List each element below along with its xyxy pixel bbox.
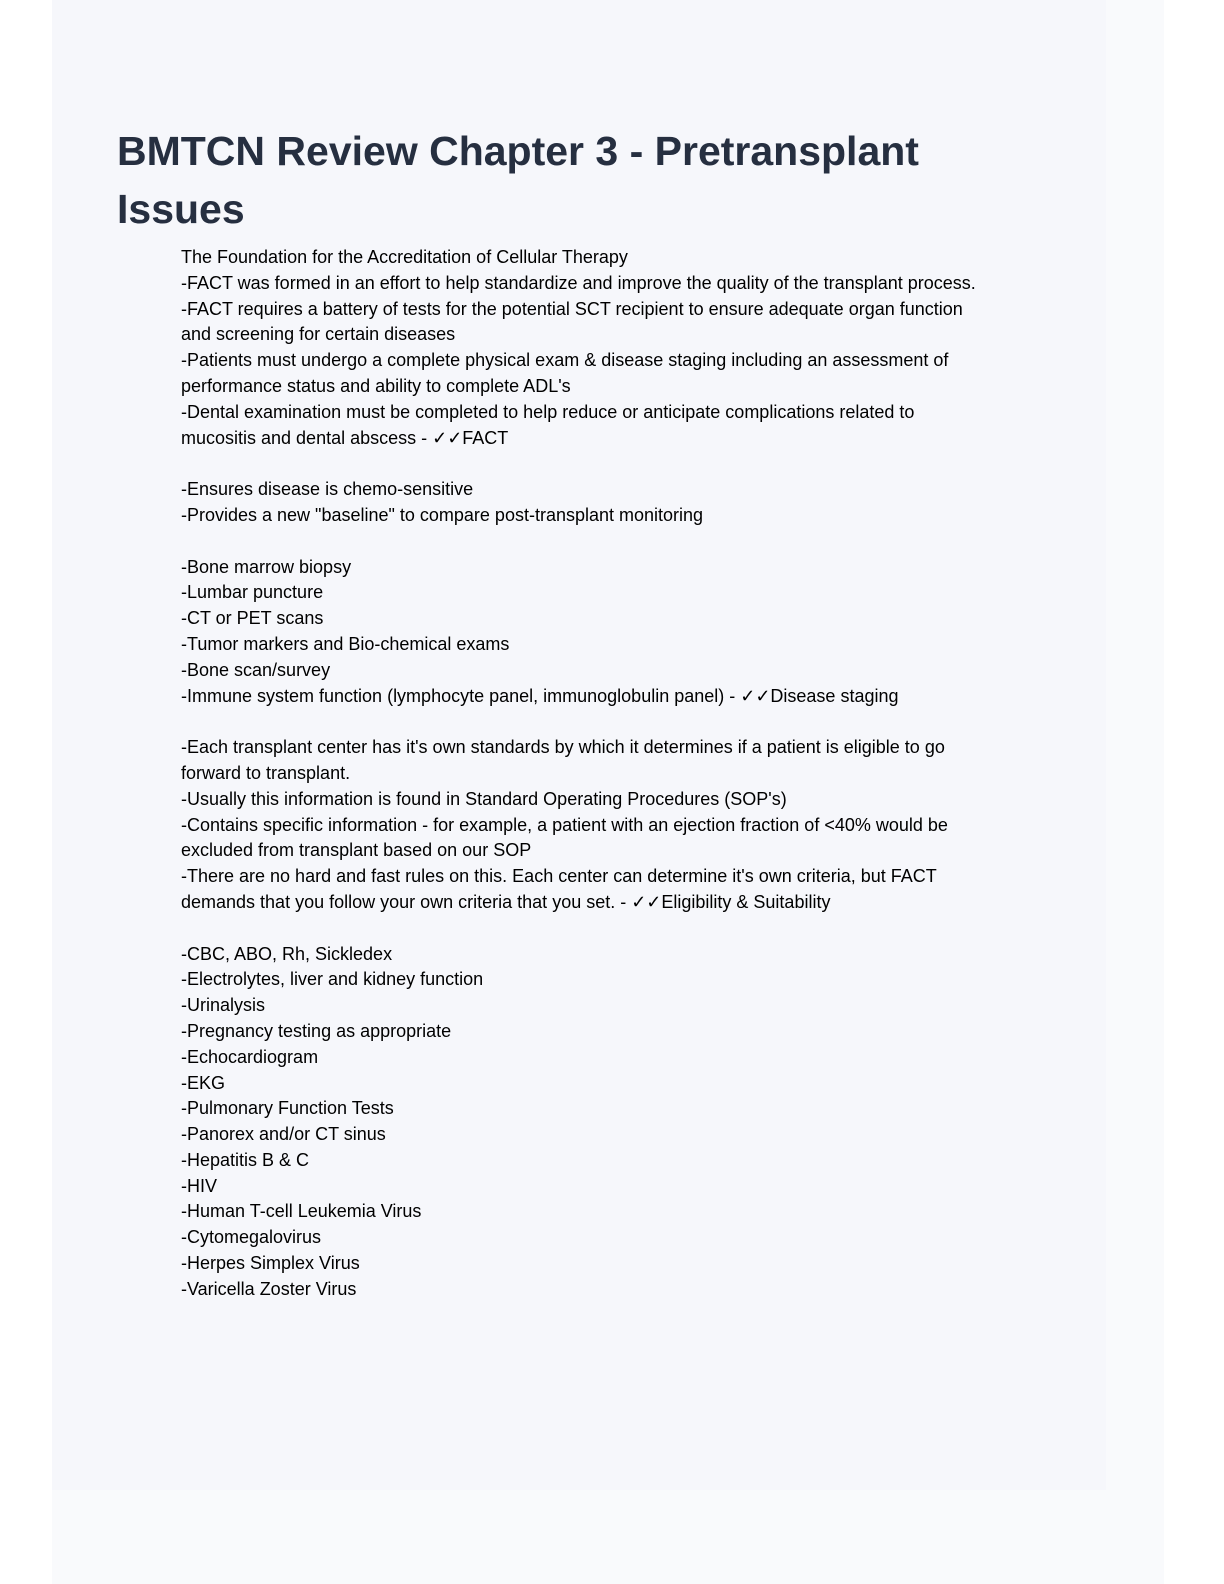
card-line: -There are no hard and fast rules on this. Each center can determine it's own criteria, but FACT [181, 866, 937, 887]
card-line: -Electrolytes, liver and kidney function [181, 969, 484, 990]
card-line: -Panorex and/or CT sinus [181, 1124, 386, 1145]
card-line: -Usually this information is found in Standard Operating Procedures (SOP's) [181, 788, 787, 809]
card-separator [181, 916, 1081, 942]
card-separator [181, 529, 1081, 555]
card-line: -CBC, ABO, Rh, Sickledex [181, 943, 393, 964]
card-line: -Human T-cell Leukemia Virus [181, 1201, 422, 1222]
card-line: -Urinalysis [181, 995, 266, 1016]
card-line: -Herpes Simplex Virus [181, 1253, 360, 1274]
card-line: -Pregnancy testing as appropriate [181, 1020, 452, 1041]
page-title: BMTCN Review Chapter 3 - Pretransplant Issues [117, 128, 919, 232]
card-line: -Each transplant center has it's own standards by which it determines if a patient is eligible to go [181, 737, 945, 758]
card-line: -FACT was formed in an effort to help standardize and improve the quality of the transplant process. [181, 272, 976, 293]
card-fact [181, 245, 1081, 451]
card-separator [181, 709, 1081, 735]
card-line: performance status and ability to complete ADL's [181, 375, 571, 396]
card-line: forward to transplant. [181, 762, 351, 783]
card-separator [181, 451, 1081, 477]
card-line: -Varicella Zoster Virus [181, 1278, 357, 1299]
card-line: mucositis and dental abscess - ✓✓FACT [181, 427, 509, 448]
card-line: The Foundation for the Accreditation of Cellular Therapy [181, 247, 628, 267]
card-line: -Bone marrow biopsy [181, 556, 352, 577]
card-line: -Bone scan/survey [181, 659, 331, 680]
card-line: -Echocardiogram [181, 1046, 319, 1067]
card-line: -EKG [181, 1072, 226, 1093]
document-body [181, 245, 1081, 1303]
card-line: -Lumbar puncture [181, 582, 324, 603]
card-line: -CT or PET scans [181, 608, 324, 629]
card-line: -Pulmonary Function Tests [181, 1098, 394, 1119]
card-eligibility [181, 735, 1081, 916]
card-line: demands that you follow your own criteria that you set. - ✓✓Eligibility & Suitability [181, 891, 831, 912]
card-line: -Provides a new "baseline" to compare post-transplant monitoring [181, 504, 704, 525]
card-disease-staging [181, 555, 1081, 710]
card-line: -Patients must undergo a complete physical exam & disease staging including an assessment of [181, 350, 949, 371]
card-line: and screening for certain diseases [181, 324, 456, 345]
card-line: -Hepatitis B & C [181, 1149, 310, 1170]
card-chemo-sensitive [181, 477, 1081, 529]
card-line: -Tumor markers and Bio-chemical exams [181, 633, 510, 654]
card-line: -Contains specific information - for example, a patient with an ejection fraction of <40% would be [181, 814, 948, 835]
card-line: -Immune system function (lymphocyte panel, immunoglobulin panel) - ✓✓Disease staging [181, 685, 899, 706]
card-line: -FACT requires a battery of tests for the potential SCT recipient to ensure adequate organ function [181, 298, 963, 319]
card-line: excluded from transplant based on our SOP [181, 840, 532, 861]
card-line: -Dental examination must be completed to help reduce or anticipate complications related to [181, 401, 915, 422]
card-lab-tests [181, 942, 1081, 1303]
card-line: -HIV [181, 1175, 217, 1196]
card-line: -Cytomegalovirus [181, 1227, 322, 1248]
card-line: -Ensures disease is chemo-sensitive [181, 479, 474, 500]
